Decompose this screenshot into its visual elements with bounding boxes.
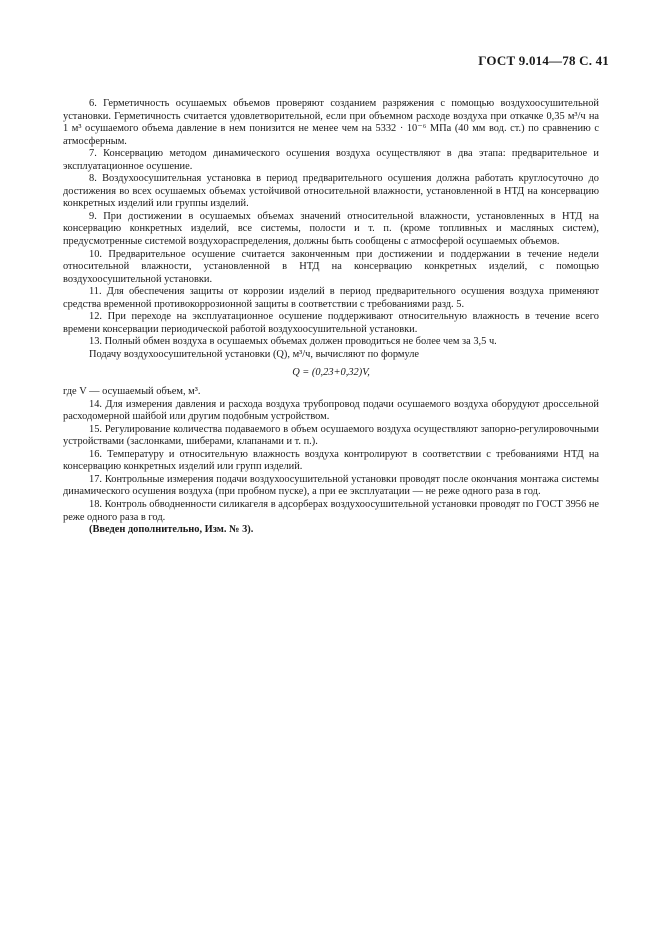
- paragraph-16: 16. Температуру и относительную влажность воздуха контролируют в соответствии с требованиями НТД на консервацию конкретных изделий или групп изделий.: [63, 448, 599, 473]
- paragraph-8: 8. Воздухоосушительная установка в период предварительного осушения должна работать круглосуточно до достижения во всех осушаемых объемах устойчивой относительной влажности, установленной в НТД на консервацию конкретных изделий или группы изделий.: [63, 173, 599, 210]
- formula-where: где V — осушаемый объем, м³.: [63, 386, 201, 398]
- paragraph-6: 6. Герметичность осушаемых объемов проверяют созданием разряжения с помощью воздухоосушительной установки. Герметичность считается удовлетворительной, если при объемном расходе воздуха при откачке 0,35 м³/ч на 1 м³ осушаемого объема давление в нем понизится не менее чем на 5332 · 10⁻⁶ МПа (40 мм вод. ст.) по сравнению с атмосферным.: [63, 98, 599, 147]
- amendment-note: (Введен дополнительно, Изм. № 3).: [89, 524, 254, 536]
- document-body: [63, 98, 599, 537]
- paragraph-14: 14. Для измерения давления и расхода воздуха трубопровод подачи осушаемого воздуха оборудуют дроссельной расходомерной шайбой или другим подобным устройством.: [63, 398, 599, 423]
- paragraph-13: 13. Полный обмен воздуха в осушаемых объемах должен проводиться не более чем за 3,5 ч.: [89, 336, 497, 348]
- paragraph-15: 15. Регулирование количества подаваемого в объем осушаемого воздуха осуществляют запорно-регулировочными устройствами (заслонками, шиберами, клапанами и т. п.).: [63, 423, 599, 448]
- paragraph-12: 12. При переходе на эксплуатационное осушение поддерживают относительную влажность в течение всего времени консервации периодической работой воздухоосушительной установки.: [63, 311, 599, 335]
- paragraph-7: 7. Консервацию методом динамического осушения воздуха осуществляют в два этапа: предварительное и эксплуатационное осушение.: [63, 148, 599, 172]
- paragraph-17: 17. Контрольные измерения подачи воздухоосушительной установки проводят после окончания монтажа системы динамического осушения воздуха (при пробном пуске), а при ее эксплуатации — не реже одного раза в год.: [63, 473, 599, 498]
- paragraph-18: 18. Контроль обводненности силикагеля в адсорберах воздухоосушительной установки проводят по ГОСТ 3956 не реже одного раза в год.: [63, 498, 599, 523]
- page-header: ГОСТ 9.014—78 С. 41: [478, 53, 609, 68]
- formula: Q = (0,23+0,32)V,: [292, 367, 370, 379]
- paragraph-10: 10. Предварительное осушение считается законченным при достижении и поддержании в течение недели относительной влажности, установленной в НТД на консервацию конкретных изделий, с помощью воздухоосушительной установки.: [63, 248, 599, 285]
- formula-intro: Подачу воздухоосушительной установки (Q), м³/ч, вычисляют по формуле: [89, 348, 420, 360]
- paragraph-11: 11. Для обеспечения защиты от коррозии изделий в период предварительного осушения воздуха применяют средства временной противокоррозионной защиты в соответствии с требованиями разд. 5.: [63, 286, 599, 310]
- paragraph-9: 9. При достижении в осушаемых объемах значений относительной влажности, установленных в НТД на консервацию конкретных изделий, все системы, полости и т. п. (кроме топливных и масляных систем), предусмотренные системой воздухораспределения, должны быть сообщены с атмосферой осушаемых объемов.: [63, 210, 599, 248]
